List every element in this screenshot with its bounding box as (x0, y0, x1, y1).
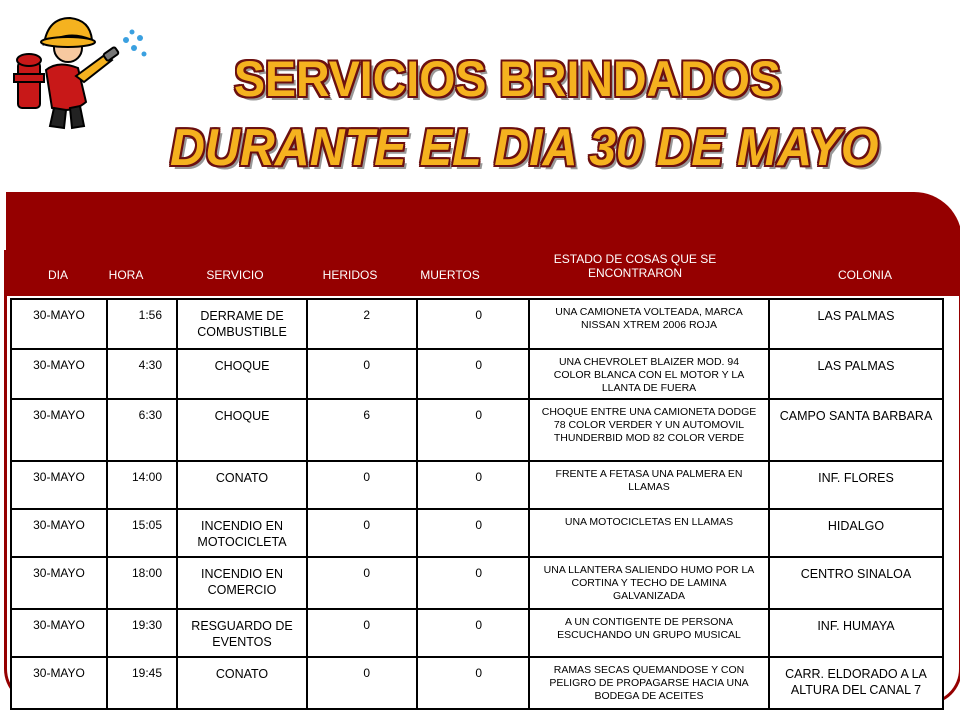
table-row (11, 461, 943, 509)
cell-heridos: 0 (307, 657, 417, 709)
cell-hora: 6:30 (107, 399, 177, 461)
title-line-1: SERVICIOS BRINDADOS (234, 51, 781, 107)
cell-estado: A UN CONTIGENTE DE PERSONA ESCUCHANDO UN GRUPO MUSICAL (529, 609, 769, 657)
table-row (11, 557, 943, 609)
cell-servicio: CONATO (177, 657, 307, 709)
cell-heridos: 0 (307, 349, 417, 399)
cell-hora: 19:30 (107, 609, 177, 657)
col-header-dia: DIA (47, 268, 68, 282)
col-header-estado: ESTADO DE COSAS QUE SE ENCONTRARON (553, 252, 717, 280)
cell-heridos: 0 (307, 509, 417, 557)
cell-colonia: CAMPO SANTA BARBARA (769, 399, 943, 461)
cell-colonia: INF. FLORES (769, 461, 943, 509)
cell-muertos: 0 (417, 399, 529, 461)
cell-dia: 30-MAYO (11, 657, 107, 709)
cell-estado: UNA MOTOCICLETAS EN LLAMAS (529, 509, 769, 557)
cell-hora: 15:05 (107, 509, 177, 557)
cell-colonia: HIDALGO (769, 509, 943, 557)
cell-colonia: CARR. ELDORADO A LA ALTURA DEL CANAL 7 (769, 657, 943, 709)
cell-servicio: INCENDIO EN MOTOCICLETA (177, 509, 307, 557)
table-row (11, 399, 943, 461)
cell-servicio: CONATO (177, 461, 307, 509)
cell-dia: 30-MAYO (11, 299, 107, 349)
cell-servicio: RESGUARDO DE EVENTOS (177, 609, 307, 657)
table-row (11, 609, 943, 657)
cell-heridos: 0 (307, 609, 417, 657)
cell-heridos: 0 (307, 461, 417, 509)
cell-colonia: CENTRO SINALOA (769, 557, 943, 609)
cell-colonia: LAS PALMAS (769, 349, 943, 399)
cell-estado: RAMAS SECAS QUEMANDOSE Y CON PELIGRO DE PROPAGARSE HACIA UNA BODEGA DE ACEITES (529, 657, 769, 709)
cell-estado: UNA CAMIONETA VOLTEADA, MARCA NISSAN XTREM 2006 ROJA (529, 299, 769, 349)
cell-colonia: LAS PALMAS (769, 299, 943, 349)
cell-dia: 30-MAYO (11, 461, 107, 509)
cell-dia: 30-MAYO (11, 509, 107, 557)
cell-hora: 14:00 (107, 461, 177, 509)
cell-muertos: 0 (417, 509, 529, 557)
cell-estado: FRENTE A FETASA UNA PALMERA EN LLAMAS (529, 461, 769, 509)
cell-heridos: 2 (307, 299, 417, 349)
cell-servicio: CHOQUE (177, 349, 307, 399)
col-header-hora: HORA (108, 268, 144, 282)
cell-hora: 1:56 (107, 299, 177, 349)
table-row (11, 509, 943, 557)
col-header-servicio: SERVICIO (206, 268, 264, 282)
col-header-muertos: MUERTOS (420, 268, 480, 282)
cell-servicio: DERRAME DE COMBUSTIBLE (177, 299, 307, 349)
cell-dia: 30-MAYO (11, 557, 107, 609)
cell-dia: 30-MAYO (11, 349, 107, 399)
cell-hora: 19:45 (107, 657, 177, 709)
cell-dia: 30-MAYO (11, 609, 107, 657)
cell-hora: 4:30 (107, 349, 177, 399)
cell-servicio: CHOQUE (177, 399, 307, 461)
cell-muertos: 0 (417, 609, 529, 657)
cell-heridos: 6 (307, 399, 417, 461)
cell-dia: 30-MAYO (11, 399, 107, 461)
table-row (11, 299, 943, 349)
cell-muertos: 0 (417, 461, 529, 509)
cell-muertos: 0 (417, 657, 529, 709)
col-header-heridos: HERIDOS (322, 268, 378, 282)
cell-estado: UNA CHEVROLET BLAIZER MOD. 94 COLOR BLANCA CON EL MOTOR Y LA LLANTA DE FUERA (529, 349, 769, 399)
cell-muertos: 0 (417, 557, 529, 609)
cell-estado: CHOQUE ENTRE UNA CAMIONETA DODGE 78 COLOR VERDER Y UN AUTOMOVIL THUNDERBID MOD 82 COLOR VERDE (529, 399, 769, 461)
title-line-2: DURANTE EL DIA 30 DE MAYO (170, 119, 879, 177)
cell-heridos: 0 (307, 557, 417, 609)
cell-servicio: INCENDIO EN COMERCIO (177, 557, 307, 609)
cell-estado: UNA LLANTERA SALIENDO HUMO POR LA CORTINA Y TECHO DE LAMINA GALVANIZADA (529, 557, 769, 609)
firefighter-hose-icon (6, 10, 156, 135)
cell-muertos: 0 (417, 299, 529, 349)
cell-colonia: INF. HUMAYA (769, 609, 943, 657)
table-row (11, 657, 943, 709)
col-header-colonia: COLONIA (837, 268, 892, 282)
table-row (11, 349, 943, 399)
services-table (10, 298, 944, 710)
cell-muertos: 0 (417, 349, 529, 399)
cell-hora: 18:00 (107, 557, 177, 609)
